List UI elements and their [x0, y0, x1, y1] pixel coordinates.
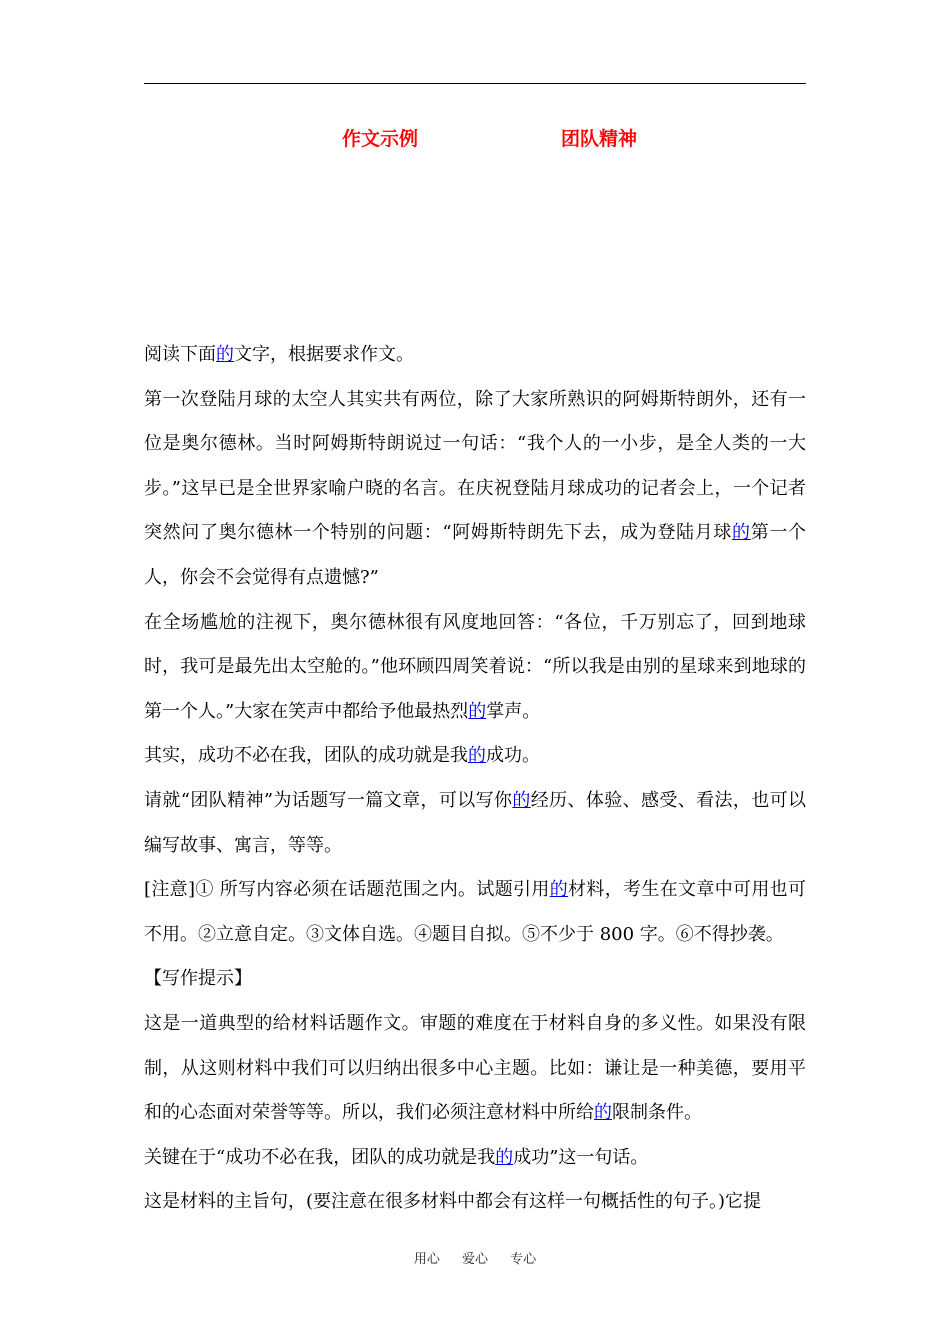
text-run: 第一次登陆月球的太空人其实共有两位，除了大家所熟识的阿姆斯特朗外，还有一位是奥尔德林。当时阿姆斯特朗说过一句话：“我个人的一小步，是全人类的一大步。”这早已是全世界家喻户晓的名言。在庆祝登陆月球成功的记者会上，一个记者突然问了奥尔德林一个特别的问题：“阿姆斯特朗先下去，成为登陆月球: [144, 388, 806, 544]
text-run: 其实，成功不必在我，团队的成功就是我: [144, 745, 468, 767]
paragraph-hint-2: [144, 1136, 806, 1181]
text-run: 文字，根据要求作文。: [234, 344, 414, 365]
text-run: [注意]① 所写内容必须在话题范围之内。试题引用: [144, 879, 550, 901]
title-right: 团队精神: [561, 128, 638, 150]
document-body: [144, 333, 806, 1225]
text-run: 这是一道典型的给材料话题作文。审题的难度在于材料自身的多义性。如果没有限制，从这则材料中我们可以归纳出很多中心主题。比如：谦让是一种美德，要用平和的心态面对荣誉等等。所以，我们必须注意材料中所给: [144, 1012, 806, 1124]
footer-word-2: 爱心: [461, 1252, 488, 1267]
footer-word-1: 用心: [413, 1252, 440, 1267]
link-de-4[interactable]: 的: [468, 745, 486, 767]
link-de-3[interactable]: 的: [468, 700, 487, 722]
text-run: 在全场尴尬的注视下，奥尔德林很有风度地回答：“各位，千万别忘了，回到地球时，我可是最先出太空舱的。”他环顾四周笑着说：“所以我是由别的星球来到地球的第一个人。”大家在笑声中都给予他最热烈: [144, 611, 806, 722]
paragraph-hint-1: [144, 1002, 806, 1136]
page-footer: [0, 1248, 950, 1267]
text-run: 材料，考生在文章中可用也可不用。②立意自定。③文体自选。④题目自拟。⑤不少于 800 字。⑥不得抄袭。: [144, 879, 807, 945]
title-left: 作文示例: [342, 128, 419, 150]
hint-heading: 【写作提示】: [144, 968, 252, 990]
text-run: 第一个人，你会不会觉得有点遗憾?”: [144, 522, 807, 588]
link-de-2[interactable]: 的: [732, 522, 751, 544]
text-run: 成功”这一句话。: [513, 1146, 649, 1168]
link-de-5[interactable]: 的: [512, 789, 531, 811]
paragraph-moral: [144, 734, 806, 779]
text-run: 请就“团队精神”为话题写一篇文章，可以写你: [144, 789, 513, 811]
paragraph-notes: [144, 868, 806, 957]
text-run: 阅读下面: [144, 344, 216, 365]
text-run: 掌声。: [486, 700, 541, 722]
text-run: 限制条件。: [612, 1102, 702, 1124]
text-run: 成功。: [486, 745, 540, 767]
paragraph-instruction: [144, 333, 806, 378]
footer-word-3: 专心: [510, 1252, 537, 1267]
text-run: 关键在于“成功不必在我，团队的成功就是我: [144, 1146, 496, 1168]
text-run: 经历、体验、感受、看法，也可以编写故事、寓言，等等。: [144, 789, 807, 856]
paragraph-task: [144, 779, 806, 868]
paragraph-hint-3: 这是材料的主旨句，(要注意在很多材料中都会有这样一句概括性的句子。)它提: [144, 1191, 762, 1213]
link-de-8[interactable]: 的: [495, 1146, 514, 1168]
header-rule: [144, 83, 806, 84]
link-de-7[interactable]: 的: [594, 1102, 612, 1124]
link-de-6[interactable]: 的: [549, 879, 569, 901]
paragraph-story-2: [144, 601, 806, 735]
document-title: [144, 124, 806, 154]
paragraph-story-1: [144, 378, 806, 601]
link-de-1[interactable]: 的: [216, 344, 234, 365]
